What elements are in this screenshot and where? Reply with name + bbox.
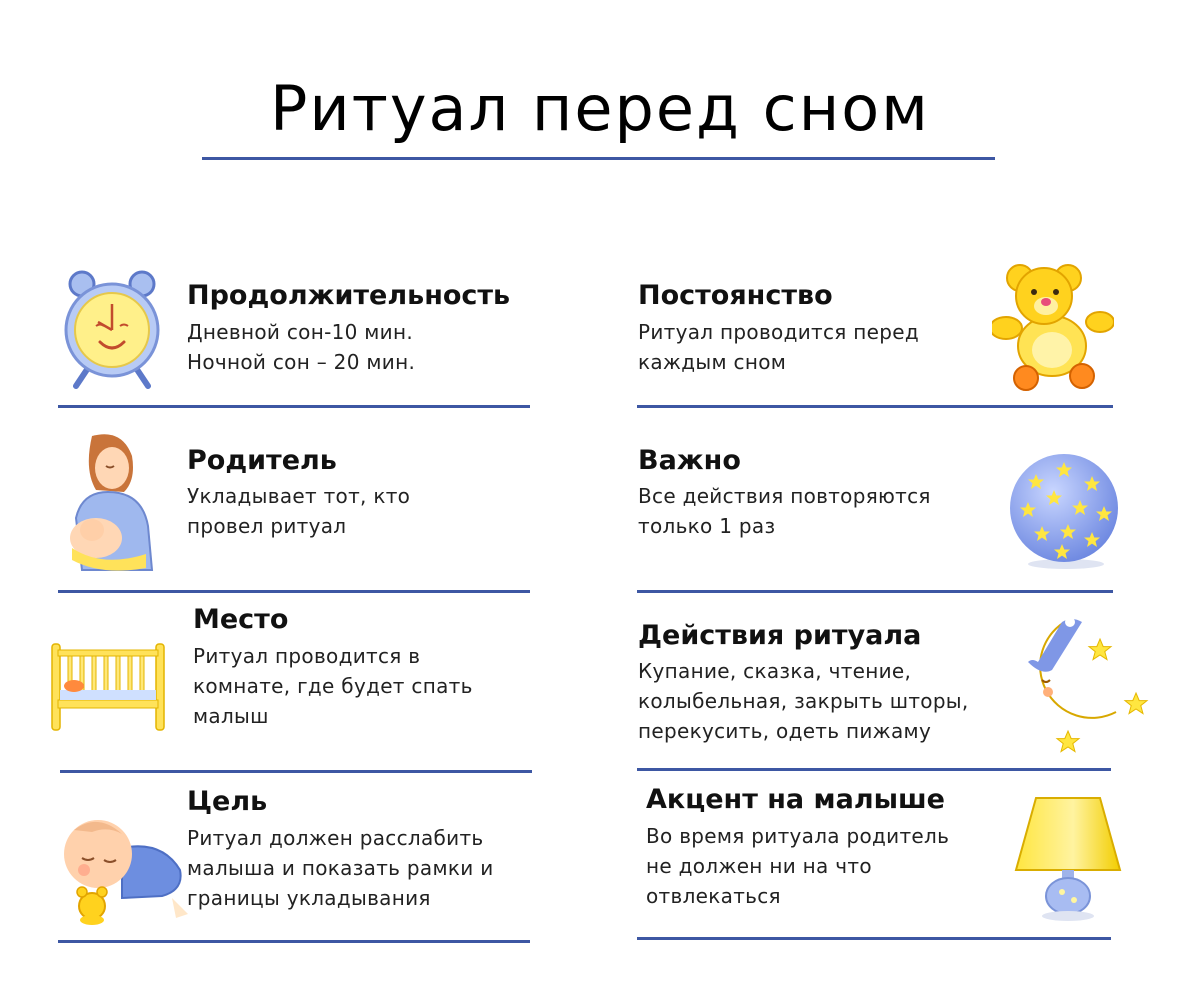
item-title-focus-on-baby: Акцент на малыше — [646, 784, 945, 815]
item-title-goal: Цель — [187, 786, 268, 817]
item-text-duration-line1: Дневной сон-10 мин. — [187, 320, 414, 344]
item-title-consistency: Постоянство — [638, 280, 833, 311]
item-text-consistency-line1: Ритуал проводится перед — [638, 320, 919, 344]
item-text-ritual-actions-line3: перекусить, одеть пижаму — [638, 719, 932, 743]
item-text-duration-line2: Ночной сон – 20 мин. — [187, 350, 416, 374]
starry-ball-icon — [1006, 452, 1124, 570]
item-text-focus-on-baby-line1: Во время ритуала родитель — [646, 824, 950, 848]
item-title-important: Важно — [638, 445, 741, 476]
item-text-place-line3: малыш — [193, 704, 269, 728]
divider — [637, 405, 1113, 408]
divider — [637, 590, 1113, 593]
page-title: Ритуал перед сном — [270, 72, 930, 145]
alarm-clock-icon — [60, 268, 164, 390]
item-text-ritual-actions-line2: колыбельная, закрыть шторы, — [638, 689, 969, 713]
item-text-goal-line2: малыша и показать рамки и — [187, 856, 494, 880]
item-title-ritual-actions: Действия ритуала — [638, 620, 922, 651]
item-text-important-line1: Все действия повторяются — [638, 484, 931, 508]
item-text-goal-line1: Ритуал должен расслабить — [187, 826, 484, 850]
divider — [637, 937, 1111, 940]
item-text-focus-on-baby-line3: отвлекаться — [646, 884, 781, 908]
mother-with-baby-icon — [62, 430, 154, 575]
item-text-ritual-actions-line1: Купание, сказка, чтение, — [638, 659, 912, 683]
divider — [637, 768, 1111, 771]
teddy-bear-icon — [992, 262, 1114, 392]
item-title-duration: Продолжительность — [187, 280, 511, 311]
divider — [58, 590, 530, 593]
divider — [60, 770, 532, 773]
table-lamp-icon — [1010, 794, 1126, 922]
item-text-parent-line2: провел ритуал — [187, 514, 347, 538]
item-text-goal-line3: границы укладывания — [187, 886, 431, 910]
crib-icon — [50, 640, 166, 732]
title-divider — [202, 157, 995, 160]
divider — [58, 940, 530, 943]
item-text-consistency-line2: каждым сном — [638, 350, 787, 374]
item-text-focus-on-baby-line2: не должен ни на что — [646, 854, 872, 878]
item-title-place: Место — [193, 604, 289, 635]
item-text-place-line2: комнате, где будет спать — [193, 674, 473, 698]
sleeping-baby-icon — [52, 808, 192, 926]
item-text-place-line1: Ритуал проводится в — [193, 644, 421, 668]
moon-stars-icon — [1012, 614, 1154, 754]
item-title-parent: Родитель — [187, 445, 337, 476]
item-text-important-line2: только 1 раз — [638, 514, 776, 538]
divider — [58, 405, 530, 408]
item-text-parent-line1: Укладывает тот, кто — [187, 484, 411, 508]
